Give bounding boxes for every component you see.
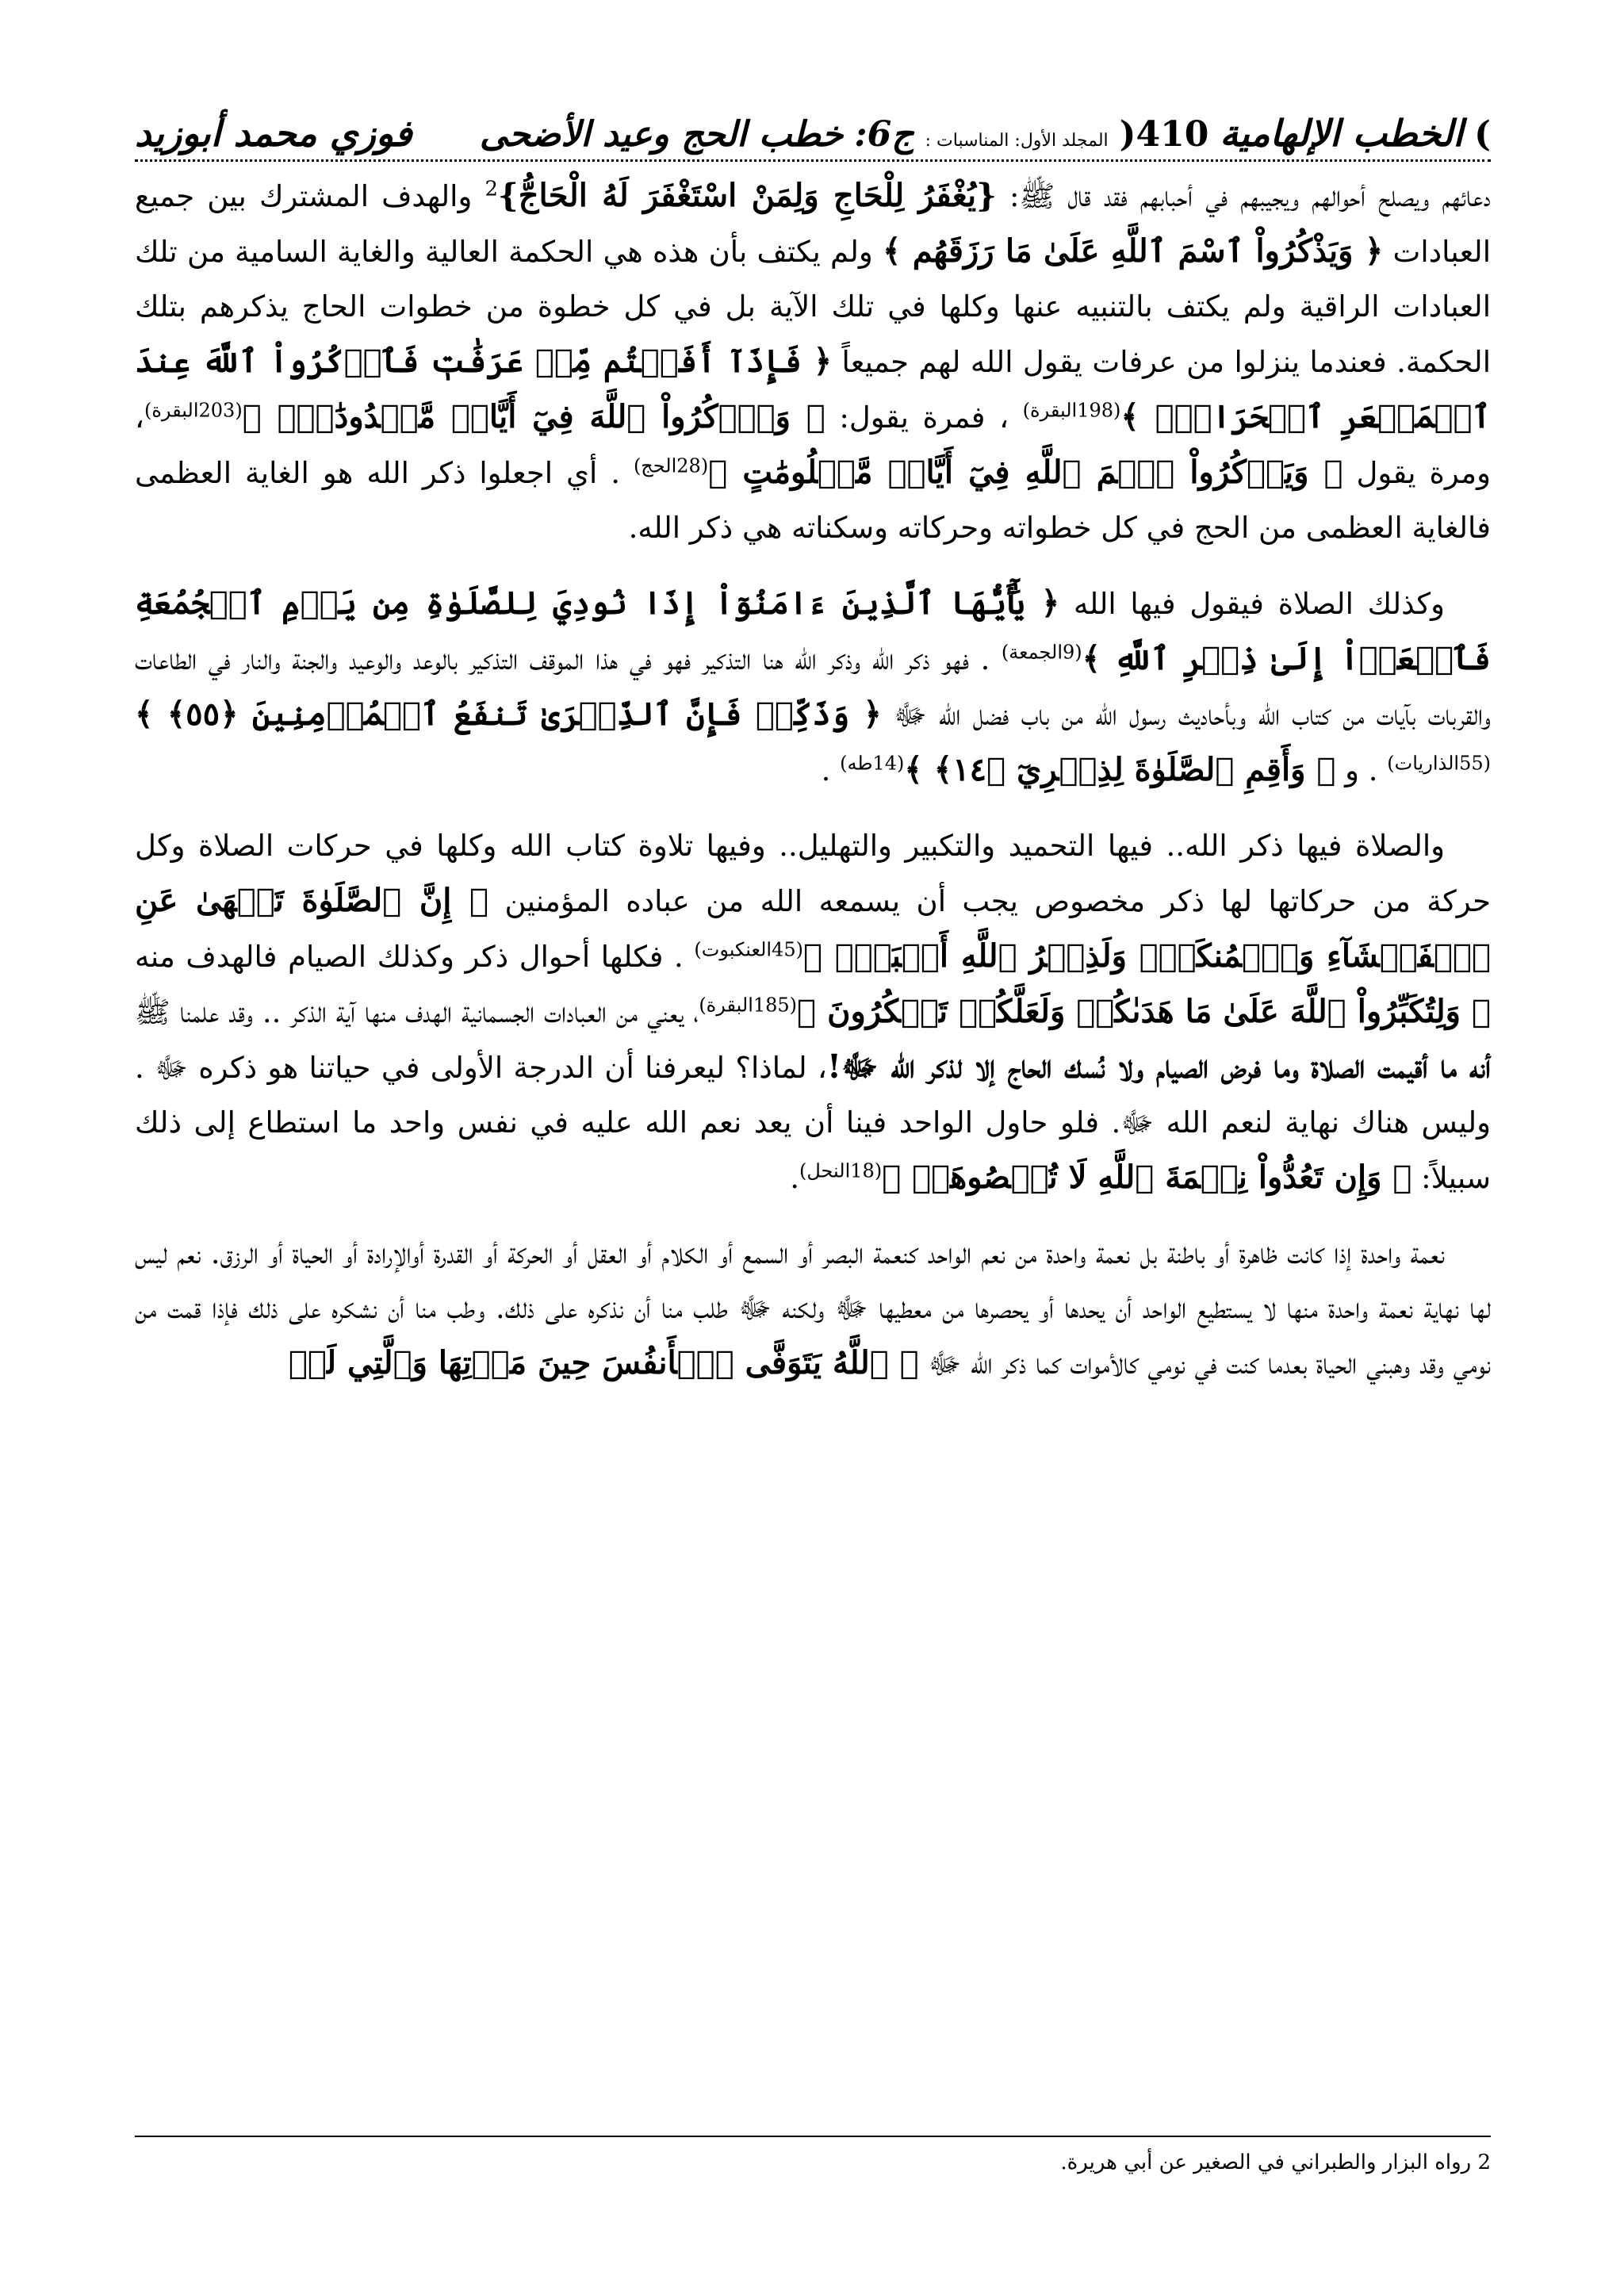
text-run: .	[821, 753, 841, 787]
part-title: خطب الحج وعيد الأضحى	[479, 114, 844, 155]
text-run: والهدف المشترك بين جميع العبادات	[135, 179, 1491, 269]
header-left-group	[135, 112, 412, 155]
page-number: 410(	[1119, 114, 1209, 155]
author-name: فوزي محمد أبوزيد	[135, 112, 412, 155]
verse-reference: (28الحج)	[633, 454, 709, 477]
quran-verse: ﴿ إِنَّ ٱلصَّلَوٰةَ تَنۡهَىٰ عَنِ ٱلۡفَحۡشَآءِ وَٱلۡمُنكَرِۗ وَلَذِكۡرُ ٱللَّهِ أَكۡبَرُۗ ﴾	[135, 882, 1491, 975]
verse-reference: (203البقرة)	[144, 399, 243, 422]
text-run: ، لماذا؟ ليعرفنا أن الدرجة الأولى في حياتنا هو ذكره ﷻ . وليس هناك نهاية لنعم الله ﷻ. فلو حاول الواحد فينا أن يعد نعم الله عليه في نفس واحد ما استطاع إلى ذلك سبيلاً:	[135, 1051, 1491, 1195]
text-run: وكذلك الصلاة فيقول فيها الله	[1059, 587, 1445, 621]
header-bracket: )	[1474, 114, 1491, 155]
text-run: .	[790, 1161, 800, 1195]
body-text	[135, 168, 1491, 1391]
verse-reference: (55الذاريات)	[1387, 752, 1491, 775]
text-run: . فهو ذكر الله وذكر الله هنا التذكير فهو في هذا الموقف التذكير بالوعد والوعيد والجنة والنار في الطاعات والقربات بآيات من كتاب الله وبأحاديث رسول الله من باب فضل الله ﷻ	[135, 642, 1491, 732]
text-run: . أي اجعلوا ذكر الله هو الغاية العظمى فالغاية العظمى من الحج في كل خطواته وحركاته وسكناته هي ذكر الله.	[135, 456, 1491, 545]
verse-reference: (185البقرة)	[699, 994, 798, 1017]
part-label: ج6:	[854, 114, 914, 155]
quran-verse: ﴿ وَإِن تَعُدُّواْ نِعۡمَةَ ٱللَّهِ لَا تُحۡصُوهَآۗ ﴾	[882, 1159, 1412, 1196]
footnote: 2 رواه البزار والطبراني في الصغير عن أبي هريرة.	[1060, 2151, 1491, 2174]
text-run: والصلاة فيها ذكر الله.. فيها التحميد والتكبير والتهليل.. وفيها تلاوة كتاب الله وكلها في حركات الصلاة وكل حركة من حركاتها لها ذكر مخصوص يجب أن يسمعه الله من عباده المؤمنين	[135, 829, 1491, 918]
quran-verse: ﴿ وَٱذۡكُرُواْ ٱللَّهَ فِيٓ أَيَّامٖ مَّعۡدُودَٰتٖۚ ﴾	[242, 398, 825, 435]
document-page	[135, 79, 1491, 2252]
text-run: ، يعني من العبادات الجسمانية الهدف منها آية الذكر .. وقد علمنا ﷺ	[135, 995, 699, 1029]
quran-verse: ﴿ يَٰٓأَيُّهَا ٱلَّذِينَ ءَامَنُوٓاْ إِذَا نُودِيَ لِلصَّلَوٰةِ مِن يَوۡمِ ٱلۡجُمُعَةِ فَٱسۡعَوۡاْ إِلَىٰ ذِكۡرِ ٱللَّهِ ﴾	[135, 584, 1491, 677]
verse-reference: (18النحل)	[799, 1159, 883, 1182]
paragraph-3	[135, 818, 1491, 1205]
text-run: ، ومرة يقول	[135, 400, 1491, 490]
text-run: ولم يكتف بأن هذه هي الحكمة العالية والغاية السامية من تلك العبادات الراقية ولم يكتف بالتنبيه عنها وكلها في تلك الآية بل في كل خطوة من خطوات الحاج يذكرهم بتلك الحكمة. فعندما ينزلوا من عرفات يقول الله لهم جميعاً	[135, 235, 1491, 379]
text-run: . و	[1335, 753, 1388, 787]
footnote-marker: 2	[485, 177, 498, 201]
paragraph-4	[135, 1226, 1491, 1391]
text-run: ، فمرة يقول:	[825, 400, 1023, 435]
volume-label: المجلد الأول: المناسبات :	[925, 131, 1109, 151]
text-run: دعائهم ويصلح أحوالهم ويجيبهم في أحبابهم فقد قال ﷺ:	[996, 179, 1491, 213]
verse-reference: (198البقرة)	[1022, 399, 1121, 422]
verse-reference: (14طه)	[840, 752, 905, 775]
quran-verse: ﴿ فَإِذَآ أَفَضۡتُم مِّنۡ عَرَفَٰتٖ فَٱذۡكُرُواْ ٱللَّهَ عِندَ ٱلۡمَشۡعَرِ ٱلۡحَرَامِۖ ﴾	[135, 343, 1491, 435]
quran-verse: ﴿ وَذَكِّرۡ فَإِنَّ ٱلذِّكۡرَىٰ تَنفَعُ ٱلۡمُؤۡمِنِينَ ﴿٥٥﴾ ﴾	[135, 695, 882, 733]
quran-verse: ﴿ وَيَذۡكُرُواْ ٱسۡمَ ٱللَّهِ فِيٓ أَيَّامٖ مَّعۡلُومَٰتٍ ﴾	[708, 454, 1343, 491]
running-header	[135, 79, 1491, 162]
header-right-group	[480, 112, 1491, 155]
book-title: الخطب الإلهامية	[1220, 112, 1464, 155]
verse-reference: (45العنكبوت)	[694, 938, 803, 961]
verse-reference: (9الجمعة)	[1001, 641, 1082, 664]
quran-verse: ﴿ ٱللَّهُ يَتَوَفَّى ٱلۡأَنفُسَ حِينَ مَوۡتِهَا وَٱلَّتِي لَمۡ	[288, 1344, 919, 1381]
text-run: نعمة واحدة إذا كانت ظاهرة أو باطنة بل نعمة واحدة من نعم الواحد كنعمة البصر أو السمع أو الكلام أو العقل أو الحركة أو القدرة أوالإرادة أو الحياة أو الرزق. نعم ليس لها نهاية نعمة واحدة منها لا يستطيع الواحد أن يحدها أو يحصرها من معطيها ﷻ ولكنه ﷻ طلب منا أن نذكره على ذلك. وطب منا أن نشكره على ذلك فإذا قمت من نومي وقد وهبني الحياة بعدما كنت في نومي كالأموات كما ذكر الله ﷻ	[135, 1236, 1491, 1381]
quran-verse: ﴿ وَأَقِمِ ٱلصَّلَوٰةَ لِذِكۡرِيٓ ﴿١٤﴾ ﴾	[904, 751, 1336, 788]
hadith-quote: {يُغْفَرُ لِلْحَاجِ وَلِمَنْ اسْتَغْفَرَ لَهُ الْحَاجُّ}	[497, 177, 997, 214]
paragraph-2	[135, 576, 1491, 798]
text-run: . فكلها أحوال ذكر وكذلك الصيام فالهدف منه	[135, 940, 695, 974]
emphasized-text: أنه ما أقيمت الصلاة وما فرض الصيام ولا نُسك الحاج إلا لذكر الله ﷻ!	[826, 1048, 1491, 1086]
quran-verse: ﴿ وَلِتُكَبِّرُواْ ٱللَّهَ عَلَىٰ مَا هَدَىٰكُمۡ وَلَعَلَّكُمۡ تَشۡكُرُونَ ﴾	[797, 993, 1492, 1030]
paragraph-1	[135, 168, 1491, 555]
footnote-divider	[135, 2136, 1491, 2137]
quran-verse: ﴿ وَيَذْكُرُواْ ٱسْمَ ٱللَّهِ عَلَىٰ مَا رَزَقَهُم ﴾	[882, 232, 1384, 270]
